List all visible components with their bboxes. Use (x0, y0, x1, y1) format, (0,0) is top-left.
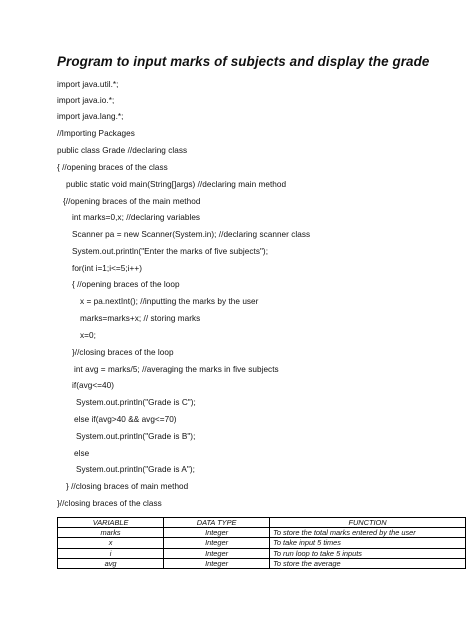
code-line: if(avg<=40) (72, 381, 114, 390)
code-line: int avg = marks/5; //averaging the marks in five subjects (74, 365, 279, 374)
table-row (58, 538, 466, 548)
table-row (58, 558, 466, 568)
code-line: {//opening braces of the main method (63, 197, 201, 206)
table-cell: Integer (164, 548, 270, 558)
table-cell: To run loop to take 5 inputs (270, 548, 466, 558)
code-line: public class Grade //declaring class (57, 146, 188, 155)
document-title: Program to input marks of subjects and display the grade (57, 54, 430, 69)
code-line: Scanner pa = new Scanner(System.in); //declaring scanner class (72, 230, 311, 239)
table-cell: marks (58, 528, 164, 538)
code-line: { //opening braces of the loop (72, 280, 180, 289)
table-cell: x (58, 538, 164, 548)
code-line: System.out.println("Grade is C"); (76, 398, 196, 407)
code-line: import java.io.*; (57, 96, 115, 105)
table-cell: Integer (164, 558, 270, 568)
table-cell: i (58, 548, 164, 558)
table-row (58, 548, 466, 558)
code-line: import java.util.*; (57, 80, 119, 89)
table-cell: To store the total marks entered by the user (270, 528, 466, 538)
code-line: int marks=0,x; //declaring variables (72, 213, 201, 222)
code-line: import java.lang.*; (57, 112, 124, 121)
code-line: public static void main(String[]args) //declaring main method (66, 180, 287, 189)
table-cell: Integer (164, 528, 270, 538)
variable-table (57, 517, 466, 569)
table-cell: To store the average (270, 558, 466, 568)
code-line: x = pa.nextInt(); //inputting the marks by the user (80, 297, 259, 306)
code-line: }//closing braces of the loop (72, 348, 174, 357)
column-header: FUNCTION (270, 518, 466, 528)
table-cell: To take input 5 times (270, 538, 466, 548)
code-line: else (74, 449, 90, 458)
code-line: System.out.println("Enter the marks of five subjects"); (72, 247, 269, 256)
code-line: //Importing Packages (57, 129, 135, 138)
table-cell: avg (58, 558, 164, 568)
code-line: System.out.println("Grade is A"); (76, 465, 195, 474)
code-line: x=0; (80, 331, 96, 340)
column-header: VARIABLE (58, 518, 164, 528)
code-line: System.out.println("Grade is B"); (76, 432, 196, 441)
column-header: DATA TYPE (164, 518, 270, 528)
code-line: else if(avg>40 && avg<=70) (74, 415, 177, 424)
table-cell: Integer (164, 538, 270, 548)
code-line: for(int i=1;i<=5;i++) (72, 264, 142, 273)
code-line: } //closing braces of main method (66, 482, 189, 491)
code-line: { //opening braces of the class (57, 163, 168, 172)
table-row (58, 528, 466, 538)
code-line: }//closing braces of the class (57, 499, 162, 508)
table-header-row (58, 518, 466, 528)
code-line: marks=marks+x; // storing marks (80, 314, 201, 323)
